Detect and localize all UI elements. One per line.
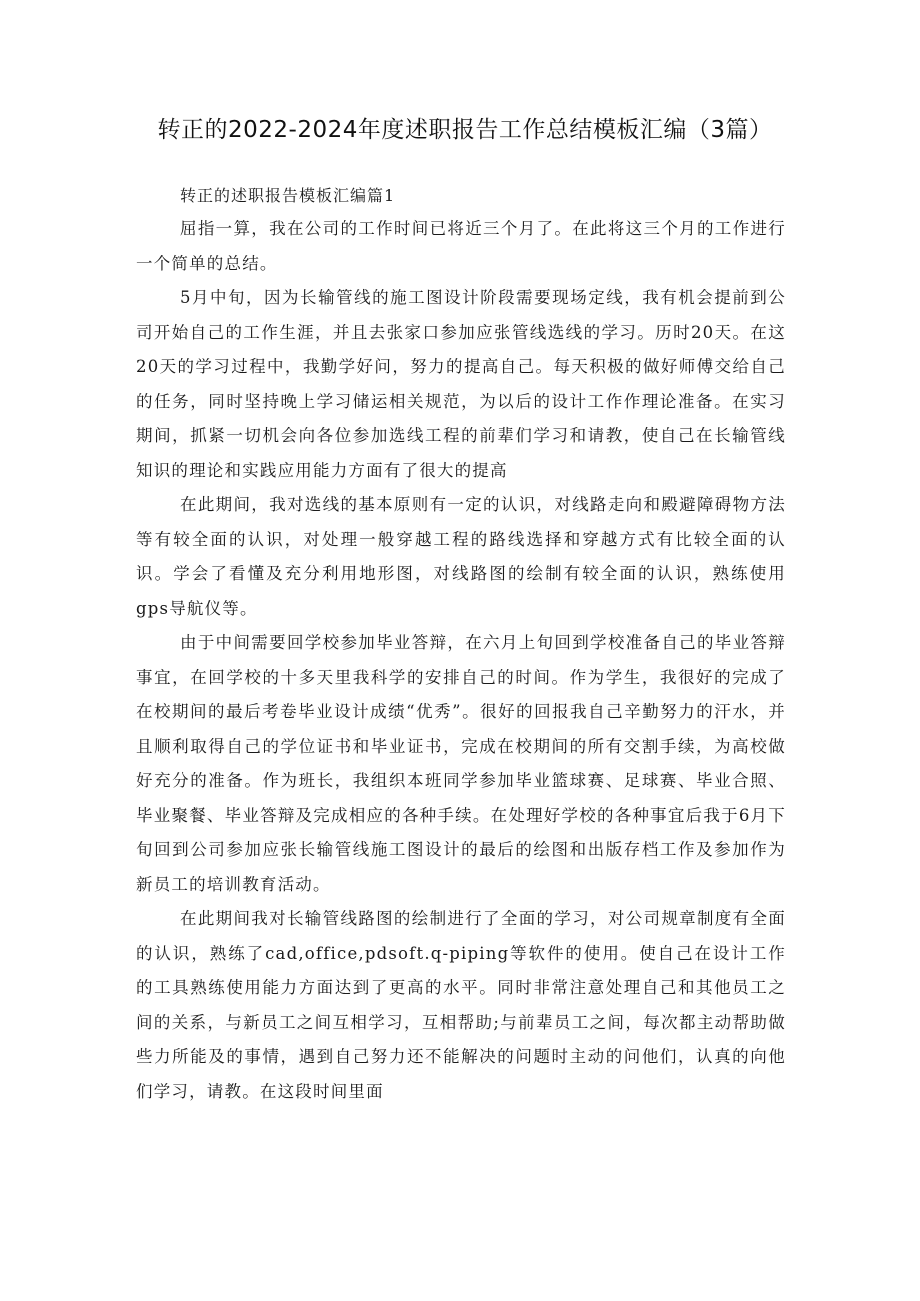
paragraph: 屈指一算，我在公司的工作时间已将近三个月了。在此将这三个月的工作进行一个简单的总结。	[136, 219, 786, 273]
paragraph: 由于中间需要回学校参加毕业答辩，在六月上旬回到学校准备自己的毕业答辩事宜，在回学校的十多天里我科学的安排自己的时间。作为学生，我很好的完成了在校期间的最后考卷毕业设计成绩“优秀”。很好的回报我自己辛勤努力的汗水，并且顺利取得自己的学位证书和毕业证书，完成在校期间的所有交割手续，为高校做好充分的准备。作为班长，我组织本班同学参加毕业篮球赛、足球赛、毕业合照、毕业聚餐、毕业答辩及完成相应的各种手续。在处理好学校的各种事宜后我于6月下旬回到公司参加应张长输管线施工图设计的最后的绘图和出版存档工作及参加作为新员工的培训教育活动。	[136, 633, 786, 894]
paragraph: 5月中旬，因为长输管线的施工图设计阶段需要现场定线，我有机会提前到公司开始自己的工作生涯，并且去张家口参加应张管线选线的学习。历时20天。在这20天的学习过程中，我勤学好问，努力的提高自己。每天积极的做好师傅交给自己的任务，同时坚持晚上学习储运相关规范，为以后的设计工作作理论准备。在实习期间，抓紧一切机会向各位参加选线工程的前辈们学习和请教，使自己在长输管线知识的理论和实践应用能力方面有了很大的提高	[136, 288, 786, 480]
paragraph: 在此期间，我对选线的基本原则有一定的认识，对线路走向和殿避障碍物方法等有较全面的认识，对处理一般穿越工程的路线选择和穿越方式有比较全面的认识。学会了看懂及充分利用地形图，对线路图的绘制有较全面的认识，熟练使用gps导航仪等。	[136, 495, 786, 618]
document-title: 转正的2022-2024年度述职报告工作总结模板汇编（3篇）	[157, 117, 773, 143]
paragraph: 在此期间我对长输管线路图的绘制进行了全面的学习，对公司规章制度有全面的认识，熟练了cad,office,pdsoft.q-piping等软件的使用。使自己在设计工作的工具熟练使用能力方面达到了更高的水平。同时非常注意处理自己和其他员工之间的关系，与新员工之间互相学习，互相帮助;与前辈员工之间，每次都主动帮助做些力所能及的事情，遇到自己努力还不能解决的问题时主动的问他们，认真的向他们学习，请教。在这段时间里面	[136, 909, 786, 1101]
document-body	[136, 180, 786, 1109]
section-heading: 转正的述职报告模板汇编篇1	[180, 186, 396, 205]
